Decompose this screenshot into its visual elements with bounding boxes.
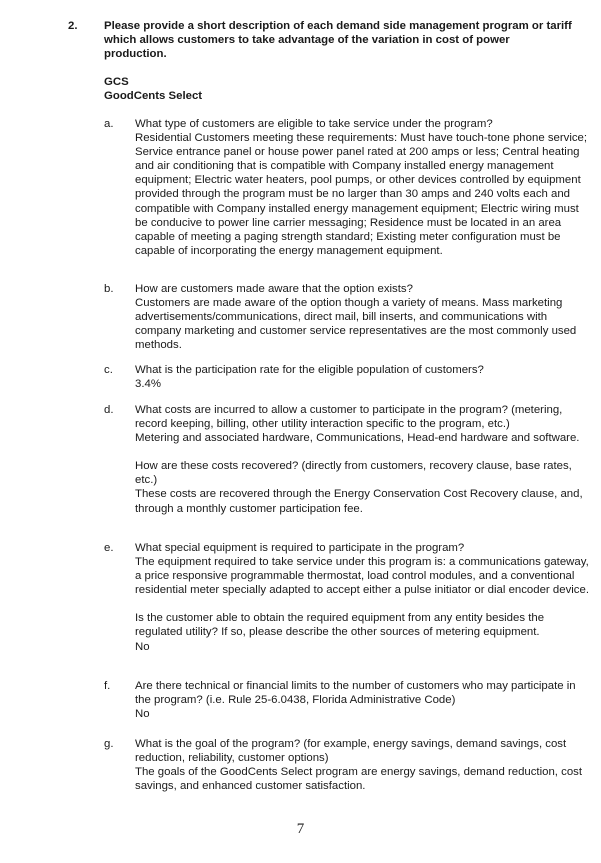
item-letter: f. [104, 680, 111, 692]
item-followup-question: How are these costs recovered? (directly from customers, recovery clause, base rates, etc.) [135, 460, 572, 487]
item-followup-question: Is the customer able to obtain the required equipment from any entity besides the regulated utility? If so, please describe the other sources of metering equipment. [135, 612, 545, 639]
item-letter: d. [104, 404, 114, 416]
item-answer: Residential Customers meeting these requirements: Must have touch-tone phone service; Service entrance panel or house power panel rated at 200 amps or less; Central heating and air conditioning that is compatible with Company installed energy management equipment; Electric water heaters, pool pumps, or other devices controlled by equipment provided through the program must be no larger than 30 amps and 240 volts each and compatible with Company installed energy management equipment; Electric wiring must be conducive to power line carrier messaging; Residence must be located in an area capable of meeting a paging strength standard; Existing meter configuration must be capable of incorporating the energy management equipment. [135, 132, 588, 257]
spacer [135, 445, 590, 459]
program-code: GCS [104, 76, 129, 88]
item-letter: g. [104, 738, 114, 750]
item-followup-answer: These costs are recovered through the Energy Conservation Cost Recovery clause, and, through a monthly customer participation fee. [135, 488, 583, 515]
spacer [135, 597, 590, 611]
item-letter: a. [104, 118, 114, 130]
item-letter: c. [104, 364, 113, 376]
item-answer: The equipment required to take service under this program is: a communications gateway, a price responsive programmable thermostat, load control modules, and a conventional residential meter specially adapted to accept either a pulse initiator or dial encoder device. [135, 556, 589, 597]
page-number: 7 [296, 821, 305, 837]
item-question: What special equipment is required to participate in the program? [135, 542, 465, 554]
item-question: How are customers made aware that the option exists? [135, 283, 413, 295]
question-number: 2. [68, 20, 78, 32]
item-letter: e. [104, 542, 114, 554]
item-question: Are there technical or financial limits to the number of customers who may participate in the program? (i.e. Rule 25-6.0438, Florida Administrative Code) [135, 680, 576, 707]
item-question: What is the participation rate for the eligible population of customers? [135, 364, 484, 376]
item-question: What is the goal of the program? (for example, energy savings, demand savings, cost reduction, reliability, customer options) [135, 738, 567, 765]
item-answer: Metering and associated hardware, Communications, Head-end hardware and software. [135, 432, 580, 445]
question-text: Please provide a short description of each demand side management program or tariff which allows customers to take advantage of the variation in cost of power production. [104, 20, 572, 61]
item-answer: The goals of the GoodCents Select program are energy savings, demand reduction, cost savings, and enhanced customer satisfaction. [135, 766, 583, 793]
item-answer: 3.4% [135, 378, 161, 391]
item-question: What type of customers are eligible to take service under the program? [135, 118, 493, 130]
program-name: GoodCents Select [104, 90, 203, 103]
item-question: What costs are incurred to allow a customer to participate in the program? (metering, record keeping, billing, other utility interaction specific to the program, etc.) [135, 404, 563, 431]
item-followup-answer: No [135, 640, 150, 653]
item-answer: Customers are made aware of the option though a variety of means. Mass marketing advertisements/communications, direct mail, bill inserts, and communications with company marketing and customer service representatives are the most commonly used methods. [135, 297, 577, 352]
item-letter: b. [104, 283, 114, 295]
item-answer: No [135, 708, 150, 721]
program-heading [104, 75, 202, 103]
